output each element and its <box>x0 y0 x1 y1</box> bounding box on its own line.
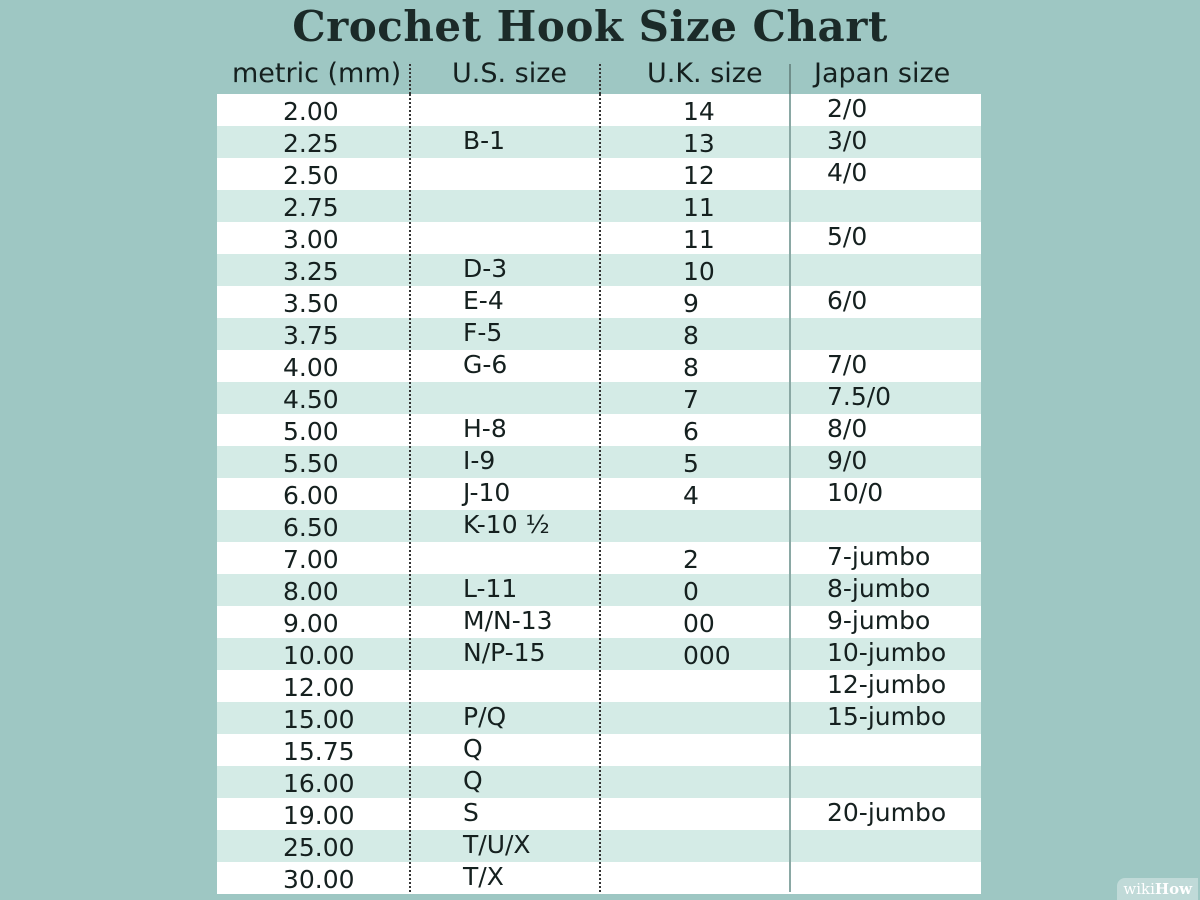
cell-metric: 3.25 <box>283 257 339 286</box>
cell-metric: 2.00 <box>283 97 339 126</box>
cell-japan-size: 10/0 <box>827 478 884 507</box>
cell-uk-size: 9 <box>683 289 699 318</box>
header-metric: metric (mm) <box>232 58 402 89</box>
cell-metric: 5.00 <box>283 417 339 446</box>
header-uk-size: U.K. size <box>647 58 763 89</box>
column-divider <box>409 94 411 892</box>
cell-metric: 15.00 <box>283 705 355 734</box>
cell-uk-size: 11 <box>683 225 715 254</box>
cell-metric: 19.00 <box>283 801 355 830</box>
cell-japan-size: 15-jumbo <box>827 702 947 731</box>
cell-japan-size: 9/0 <box>827 446 868 475</box>
cell-us-size: B-1 <box>463 126 506 155</box>
cell-metric: 15.75 <box>283 737 355 766</box>
cell-metric: 5.50 <box>283 449 339 478</box>
cell-japan-size: 8/0 <box>827 414 868 443</box>
cell-us-size: J-10 <box>463 478 511 507</box>
chart-title: Crochet Hook Size Chart <box>292 2 888 51</box>
cell-uk-size: 10 <box>683 257 715 286</box>
size-table <box>217 94 981 892</box>
cell-us-size: D-3 <box>463 254 508 283</box>
cell-uk-size: 5 <box>683 449 699 478</box>
cell-metric: 8.00 <box>283 577 339 606</box>
cell-us-size: L-11 <box>463 574 518 603</box>
cell-uk-size: 12 <box>683 161 715 190</box>
cell-metric: 25.00 <box>283 833 355 862</box>
cell-japan-size: 10-jumbo <box>827 638 947 667</box>
cell-metric: 2.25 <box>283 129 339 158</box>
cell-metric: 2.50 <box>283 161 339 190</box>
cell-uk-size: 2 <box>683 545 699 574</box>
cell-us-size: I-9 <box>463 446 496 475</box>
cell-metric: 3.75 <box>283 321 339 350</box>
cell-metric: 4.00 <box>283 353 339 382</box>
header-us-size: U.S. size <box>452 58 568 89</box>
cell-us-size: H-8 <box>463 414 507 443</box>
cell-metric: 16.00 <box>283 769 355 798</box>
header-divider <box>789 64 791 94</box>
cell-metric: 3.00 <box>283 225 339 254</box>
cell-uk-size: 8 <box>683 353 699 382</box>
watermark-wiki: wiki <box>1123 880 1155 898</box>
cell-us-size: Q <box>463 734 483 763</box>
cell-metric: 9.00 <box>283 609 339 638</box>
cell-metric: 3.50 <box>283 289 339 318</box>
cell-japan-size: 6/0 <box>827 286 868 315</box>
cell-us-size: T/X <box>463 862 504 891</box>
cell-uk-size: 8 <box>683 321 699 350</box>
cell-japan-size: 7-jumbo <box>827 542 931 571</box>
cell-uk-size: 11 <box>683 193 715 222</box>
cell-us-size: P/Q <box>463 702 507 731</box>
cell-japan-size: 3/0 <box>827 126 868 155</box>
cell-uk-size: 13 <box>683 129 715 158</box>
cell-uk-size: 00 <box>683 609 715 638</box>
cell-metric: 10.00 <box>283 641 355 670</box>
cell-japan-size: 12-jumbo <box>827 670 947 699</box>
cell-uk-size: 0 <box>683 577 699 606</box>
cell-japan-size: 9-jumbo <box>827 606 931 635</box>
cell-japan-size: 4/0 <box>827 158 868 187</box>
cell-japan-size: 7/0 <box>827 350 868 379</box>
cell-us-size: S <box>463 798 479 827</box>
cell-metric: 6.50 <box>283 513 339 542</box>
cell-uk-size: 000 <box>683 641 731 670</box>
cell-japan-size: 5/0 <box>827 222 868 251</box>
cell-japan-size: 8-jumbo <box>827 574 931 603</box>
column-divider <box>599 94 601 892</box>
cell-us-size: Q <box>463 766 483 795</box>
cell-metric: 30.00 <box>283 865 355 894</box>
cell-us-size: M/N-13 <box>463 606 553 635</box>
cell-metric: 6.00 <box>283 481 339 510</box>
column-divider <box>789 94 791 892</box>
cell-us-size: F-5 <box>463 318 503 347</box>
cell-metric: 7.00 <box>283 545 339 574</box>
cell-uk-size: 6 <box>683 417 699 446</box>
wikihow-watermark <box>1117 878 1198 900</box>
cell-uk-size: 14 <box>683 97 715 126</box>
cell-japan-size: 7.5/0 <box>827 382 892 411</box>
watermark-how: How <box>1154 880 1192 898</box>
cell-us-size: N/P-15 <box>463 638 546 667</box>
cell-us-size: T/U/X <box>463 830 531 859</box>
cell-metric: 12.00 <box>283 673 355 702</box>
cell-japan-size: 2/0 <box>827 94 868 123</box>
cell-metric: 2.75 <box>283 193 339 222</box>
cell-us-size: E-4 <box>463 286 504 315</box>
header-japan-size: Japan size <box>814 58 951 89</box>
header-divider <box>409 64 411 94</box>
header-divider <box>599 64 601 94</box>
cell-uk-size: 7 <box>683 385 699 414</box>
cell-uk-size: 4 <box>683 481 699 510</box>
cell-japan-size: 20-jumbo <box>827 798 947 827</box>
cell-metric: 4.50 <box>283 385 339 414</box>
cell-us-size: G-6 <box>463 350 508 379</box>
cell-us-size: K-10 ½ <box>463 510 550 539</box>
